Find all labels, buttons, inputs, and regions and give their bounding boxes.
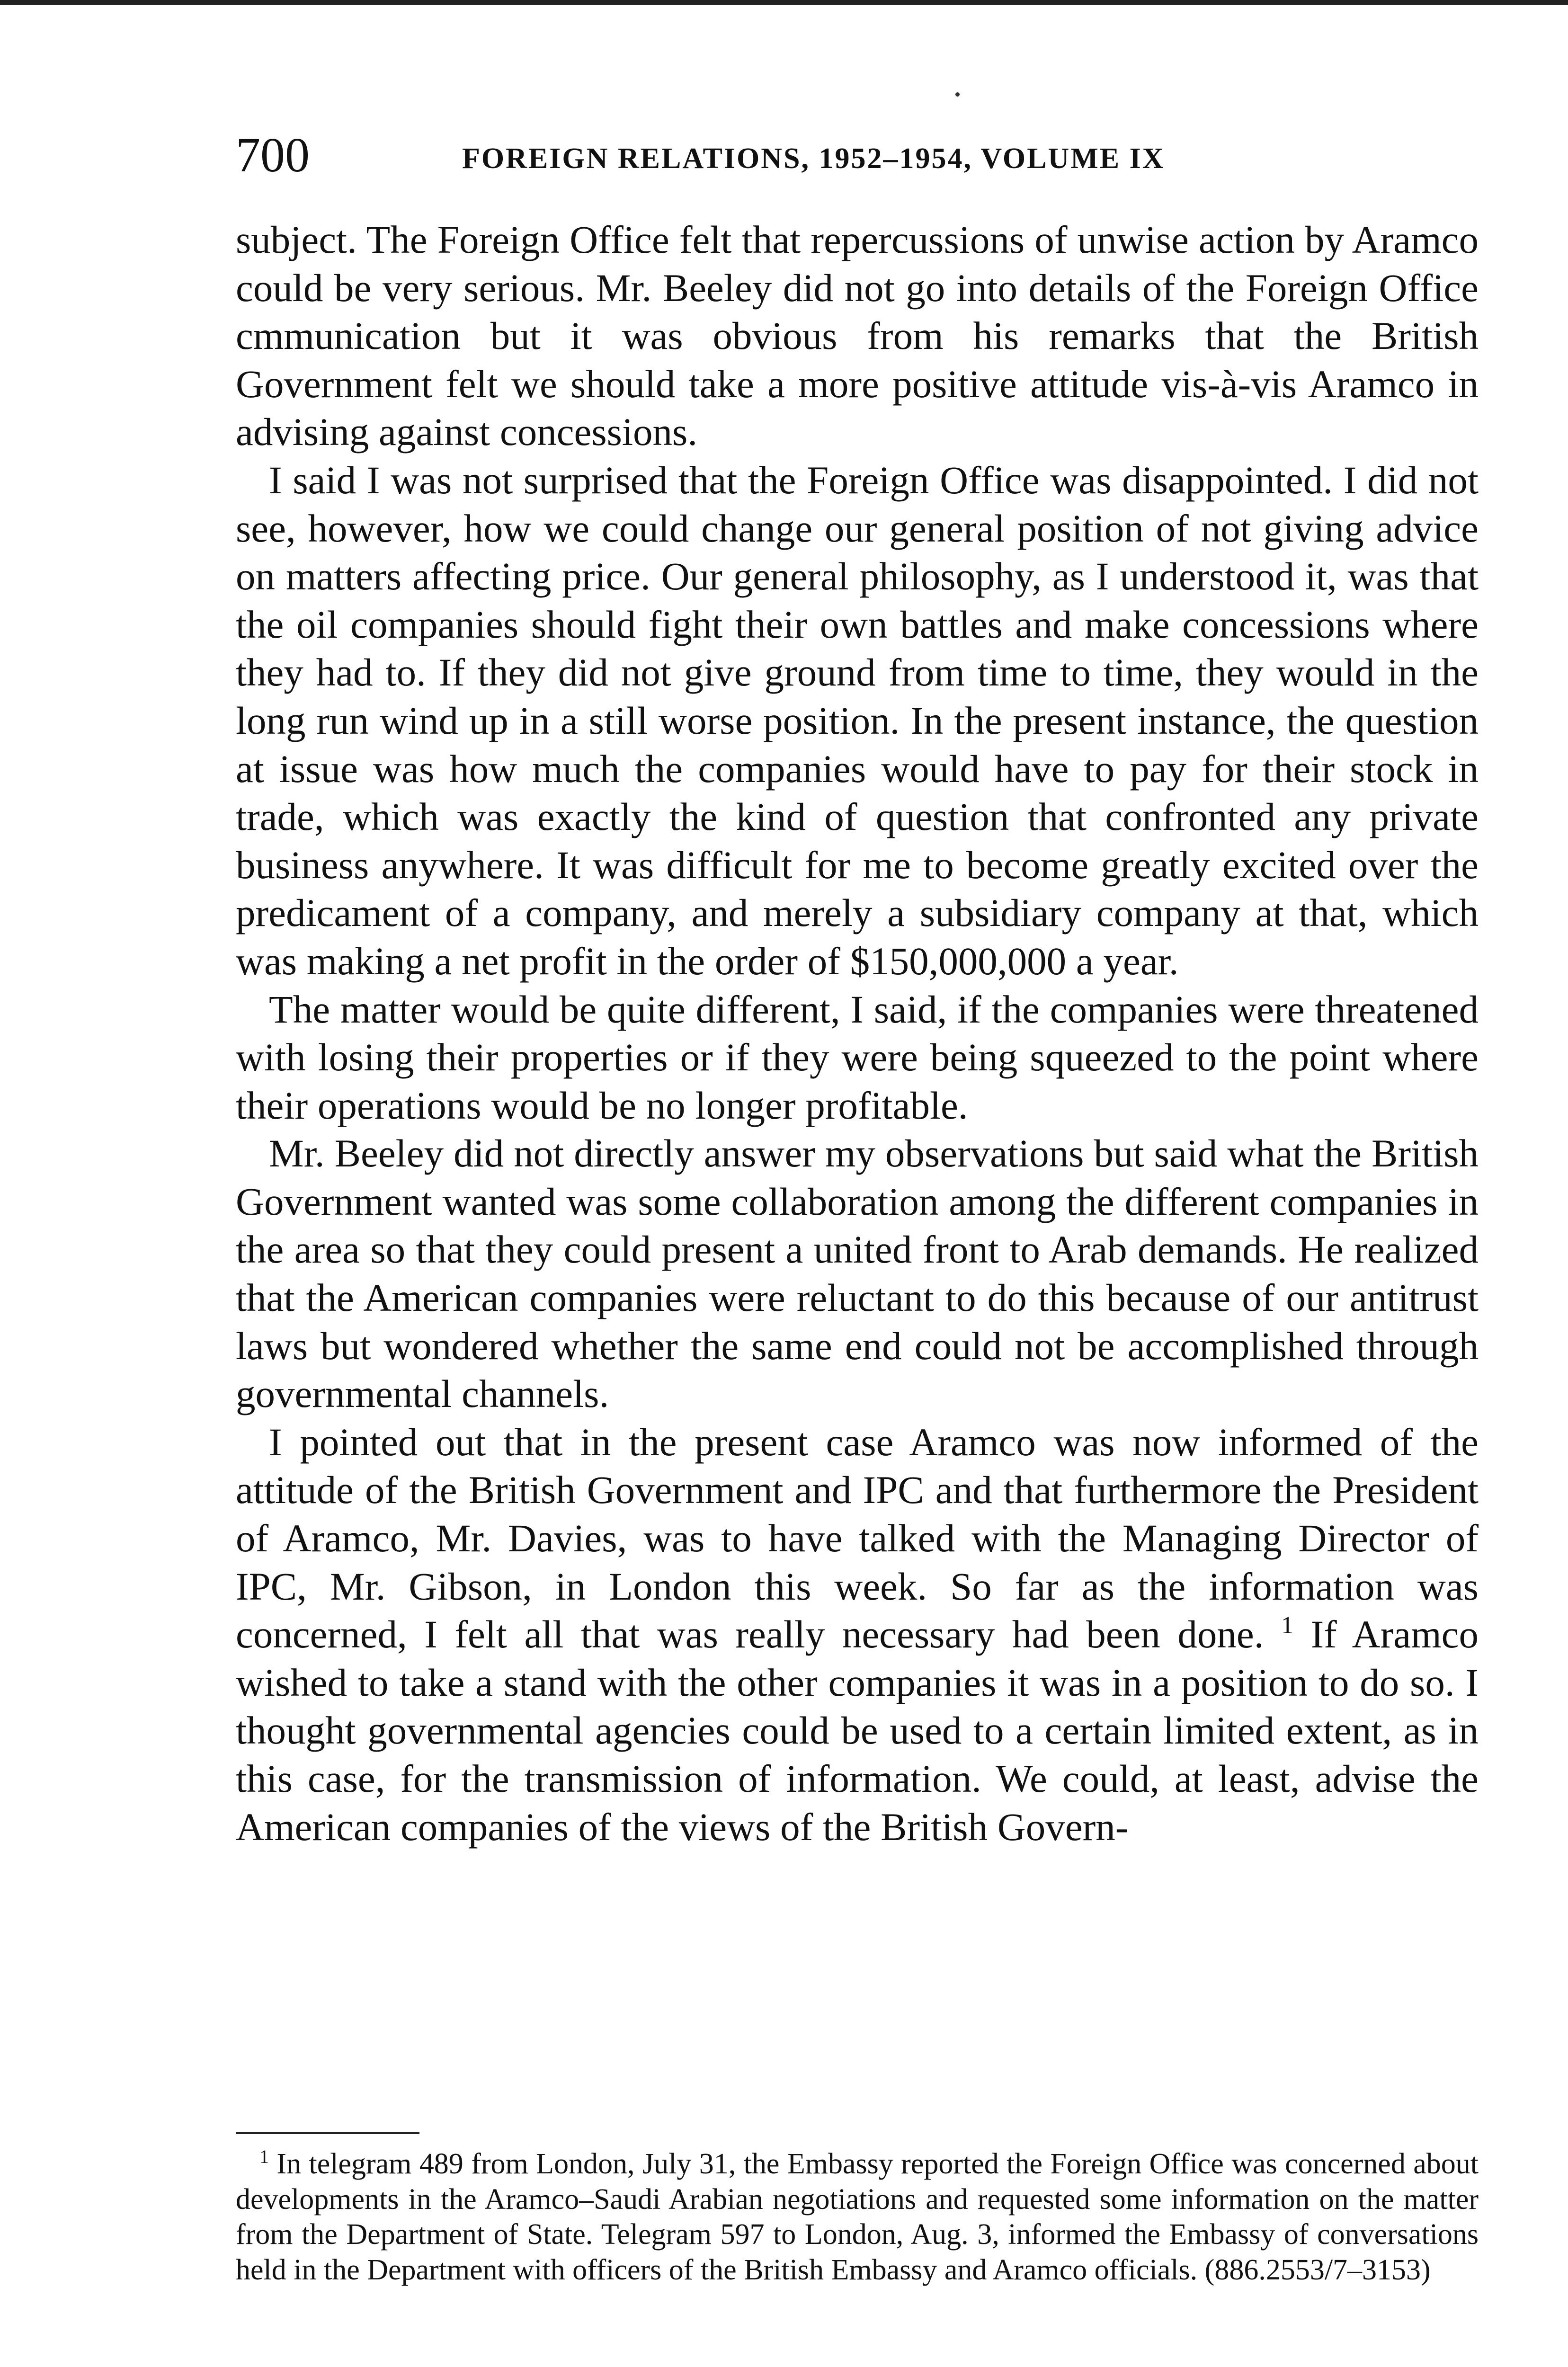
footnote xyxy=(236,2146,1479,2287)
running-title: FOREIGN RELATIONS, 1952–1954, VOLUME IX xyxy=(462,142,1165,175)
footnote-divider xyxy=(236,2132,419,2134)
body-text xyxy=(236,216,1479,1851)
paragraph-text: If Aramco wished to take a stand with the other companies it was in a position to do so. I thought governmental agencies could be used to a certain limited extent, as in this case, for the transmission of information. We could, at least, advise the American companies of the views of the British Govern- xyxy=(236,1612,1479,1849)
footnotes xyxy=(236,2146,1479,2287)
page-header xyxy=(236,127,1476,184)
paragraph: Mr. Beeley did not directly answer my observations but said what the British Government wanted was some collaboration among the different companies in the area so that they could present a united front to Arab demands. He realized that the American companies were reluctant to do this because of our antitrust laws but wondered whether the same end could not be accomplished through governmental channels. xyxy=(236,1131,1479,1416)
page-number: 700 xyxy=(236,128,310,182)
footnote-reference: 1 xyxy=(1281,1612,1293,1639)
scan-speck xyxy=(955,92,960,97)
paragraph-text: I pointed out that in the present case Aramco was now informed of the attitude of the British Government and IPC and that furthermore the President of Aramco, Mr. Davies, was to have talked with the Managing Director of IPC, Mr. Gibson, in London this week. So far as the information was concerned, I felt all that was really necessary had been done. xyxy=(236,1420,1479,1656)
paragraph: The matter would be quite different, I said, if the companies were threatened with losing their properties or if they were being squeezed to the point where their operations would be no longer profitable. xyxy=(236,987,1479,1127)
paragraph-with-footnote xyxy=(236,1418,1479,1851)
paragraph-continued: subject. The Foreign Office felt that repercussions of unwise action by Aramco could be very serious. Mr. Beeley did not go into details of the Foreign Office cmmunication but it was obvious from his remarks that the British Government felt we should take a more positive attitude vis-à-vis Aramco in advising against concessions. xyxy=(236,218,1479,454)
top-scan-edge-rule xyxy=(0,0,1568,5)
footnote-mark: 1 xyxy=(259,2146,269,2167)
footnote-text: In telegram 489 from London, July 31, the Embassy reported the Foreign Office was concerned about developments in the Aramco–Saudi Arabian negotiations and requested some information on the matter from the Department of State. Telegram 597 to London, Aug. 3, informed the Embassy of conversations held in the Department with officers of the British Embassy and Aramco officials. (886.2553/7–3153) xyxy=(236,2148,1479,2286)
paragraph: I said I was not surprised that the Foreign Office was disappointed. I did not see, however, how we could change our general position of not giving advice on matters affecting price. Our general philosophy, as I understood it, was that the oil companies should fight their own battles and make concessions where they had to. If they did not give ground from time to time, they would in the long run wind up in a still worse position. In the present instance, the question at issue was how much the companies would have to pay for their stock in trade, which was exactly the kind of question that confronted any private business anywhere. It was difficult for me to become greatly excited over the predicament of a company, and merely a subsidiary company at that, which was making a net profit in the order of $150,000,000 a year. xyxy=(236,458,1479,983)
